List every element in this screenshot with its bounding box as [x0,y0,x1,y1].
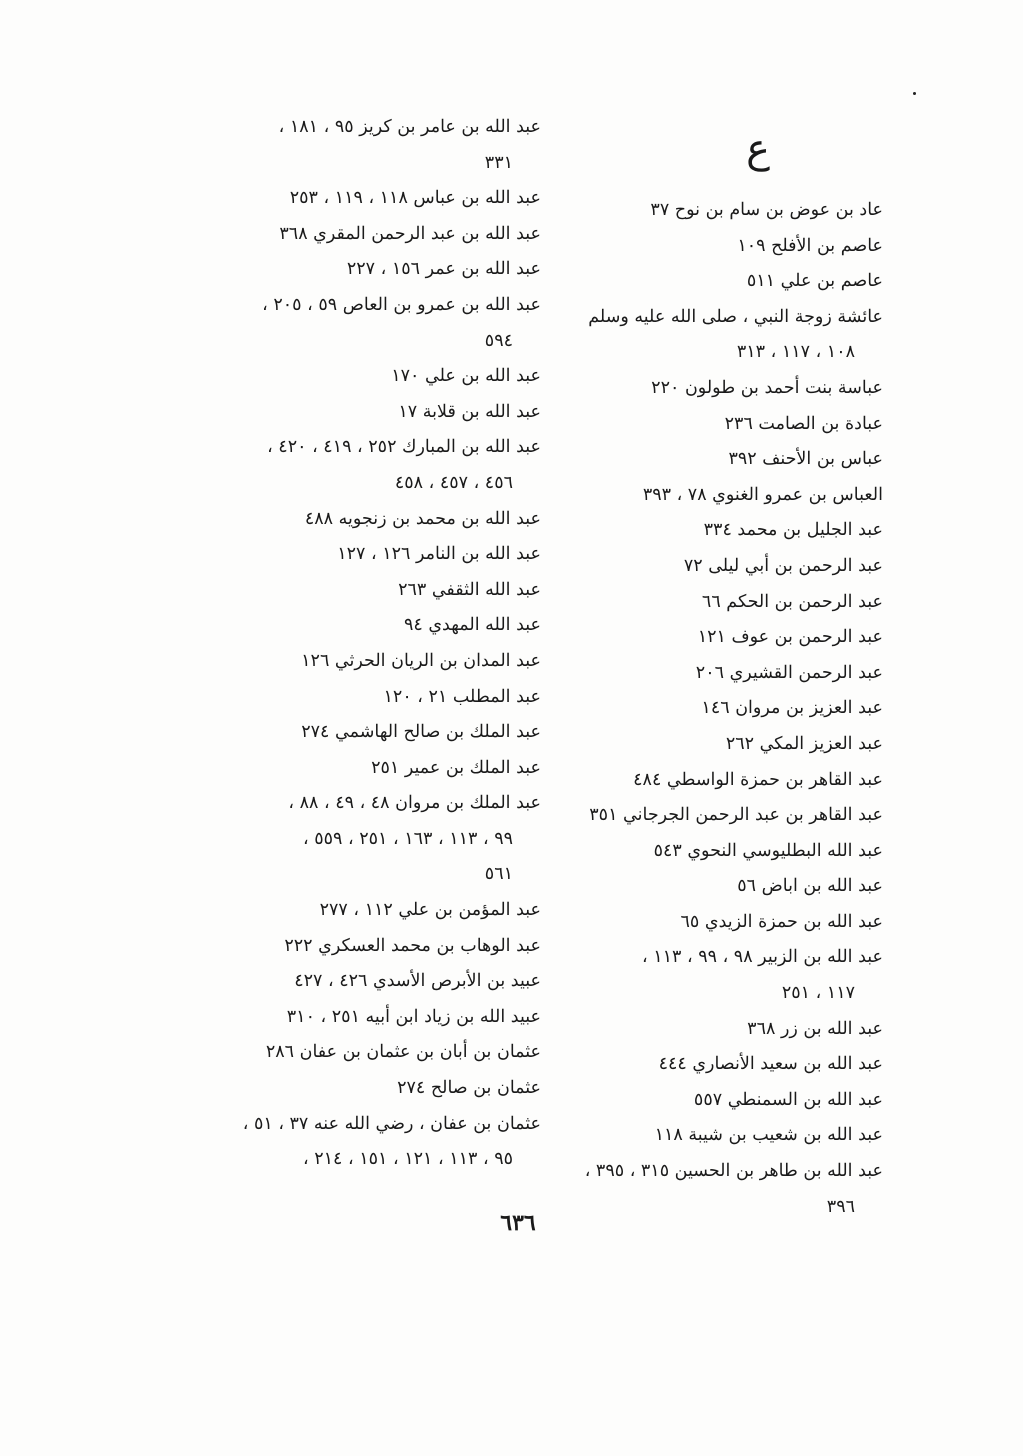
index-entry-continuation: ٥٩٤ [484,330,513,351]
index-entry: عبيد الله بن زياد ابن أبيه ٢٥١ ، ٣١٠ [286,1006,541,1027]
index-entry: عبد الملك بن مروان ٤٨ ، ٤٩ ، ٨٨ ، [288,793,541,814]
index-entry-continuation: ٥٦١ [484,864,513,885]
index-entry: عبد الله بن عباس ١١٨ ، ١١٩ ، ٢٥٣ [289,188,541,209]
index-entry: عثمان بن عفان ، رضي الله عنه ٣٧ ، ٥١ ، [242,1113,541,1134]
index-entry: عبد الله بن علي ١٧٠ [391,366,541,387]
index-entry: عبد المؤمن بن علي ١١٢ ، ٢٧٧ [319,900,541,921]
index-entry: عثمان بن أبان بن عثمان بن عفان ٢٨٦ [265,1042,541,1063]
index-entry: عبد الرحمن بن أبي ليلى ٧٢ [683,555,883,576]
index-entry: عاصم بن الأفلح ١٠٩ [737,235,883,256]
index-entry: عبد الملك بن عمير ٢٥١ [371,757,541,778]
index-entry: عبد المدان بن الريان الحرثي ١٢٦ [301,650,541,671]
index-entry: عبد الوهاب بن محمد العسكري ٢٢٢ [284,935,541,956]
index-entry: عبد الرحمن بن عوف ١٢١ [697,627,883,648]
index-entry: عبد العزيز المكي ٢٦٢ [725,733,883,754]
index-entry: عبد الملك بن صالح الهاشمي ٢٧٤ [301,722,541,743]
index-entry: عباس بن الأحنف ٣٩٢ [728,449,883,470]
index-entry: العباس بن عمرو الغنوي ٧٨ ، ٣٩٣ [642,484,883,505]
index-entry: عباسة بنت أحمد بن طولون ٢٢٠ [651,377,883,398]
index-entry-continuation: ٩٩ ، ١١٣ ، ١٦٣ ، ٢٥١ ، ٥٥٩ ، [303,828,513,849]
index-entry-continuation: ١٠٨ ، ١١٧ ، ٣١٣ [736,342,855,363]
index-entry: عبد الله بن السمنطي ٥٥٧ [693,1089,883,1110]
index-entry: عبد الله بن عمر ١٥٦ ، ٢٢٧ [346,259,541,280]
index-entry: عاصم بن علي ٥١١ [746,271,883,292]
index-entry-continuation: ٩٥ ، ١١٣ ، ١٢١ ، ١٥١ ، ٢١٤ ، [303,1149,513,1170]
index-entry: عبد القاهر بن حمزة الواسطي ٤٨٤ [633,769,883,790]
index-entry: عبد الله الثقفي ٢٦٣ [398,579,541,600]
index-entry: عبد الله بن النامر ١٢٦ ، ١٢٧ [337,544,541,565]
index-entry-continuation: ٣٩٦ [826,1196,855,1217]
index-entry: عاد بن عوض بن سام بن نوح ٣٧ [650,200,883,220]
index-entry: عبد الله بن عمرو بن العاص ٥٩ ، ٢٠٥ ، [262,294,541,315]
index-entry: عبد الرحمن بن الحكم ٦٦ [701,591,883,612]
index-entry: عبد العزيز بن مروان ١٤٦ [701,698,883,719]
index-entry: عبيد بن الأبرص الأسدي ٤٢٦ ، ٤٢٧ [294,971,541,992]
index-entry: عبد الله بن المبارك ٢٥٢ ، ٤١٩ ، ٤٢٠ ، [267,437,541,458]
index-entry: عبد الله بن اباض ٥٦ [737,876,883,897]
index-entry: عبد الله البطليوسي النحوي ٥٤٣ [653,840,883,861]
index-entry-continuation: ٣٣١ [484,152,513,173]
index-entry: عثمان بن صالح ٢٧٤ [397,1078,541,1099]
index-entry-continuation: ١١٧ ، ٢٥١ [781,983,855,1004]
index-entry-continuation: ٤٥٦ ، ٤٥٧ ، ٤٥٨ [394,472,513,493]
index-entry: عبد الله بن حمزة الزيدي ٦٥ [680,911,883,932]
index-column-right [511,193,883,1225]
index-entry: عبد القاهر بن عبد الرحمن الجرجاني ٣٥١ [589,805,883,826]
index-entry: عبد الله بن الزبير ٩٨ ، ٩٩ ، ١١٣ ، [642,947,883,968]
index-entry: عائشة زوجة النبي ، صلى الله عليه وسلم [588,306,883,327]
page-number: ٦٣٦ [500,1210,536,1236]
index-entry: عبد الله المهدي ٩٤ [403,615,541,636]
index-entry: عبادة بن الصامت ٢٣٦ [724,413,883,434]
index-entry: عبد الرحمن القشيري ٢٠٦ [695,662,883,683]
index-entry: عبد الله بن طاهر بن الحسين ٣١٥ ، ٣٩٥ ، [584,1161,883,1182]
index-entry: عبد الله بن عامر بن كريز ٩٥ ، ١٨١ ، [278,117,541,137]
corner-dot [913,92,916,95]
index-entry: عبد الله بن شعيب بن شيبة ١١٨ [654,1125,883,1146]
index-entry: عبد المطلب ٢١ ، ١٢٠ [383,686,541,707]
index-entry: عبد الله بن عبد الرحمن المقري ٣٦٨ [279,223,541,244]
index-entry: عبد الله بن محمد بن زنجويه ٤٨٨ [304,508,541,529]
index-column-left [191,110,541,1178]
section-letter: ع [746,126,770,172]
index-entry: عبد الله بن قلابة ١٧ [398,401,541,422]
index-entry: عبد الله بن زر ٣٦٨ [747,1018,883,1039]
index-entry: عبد الله بن سعيد الأنصاري ٤٤٤ [658,1054,883,1075]
index-entry: عبد الجليل بن محمد ٣٣٤ [703,520,883,541]
